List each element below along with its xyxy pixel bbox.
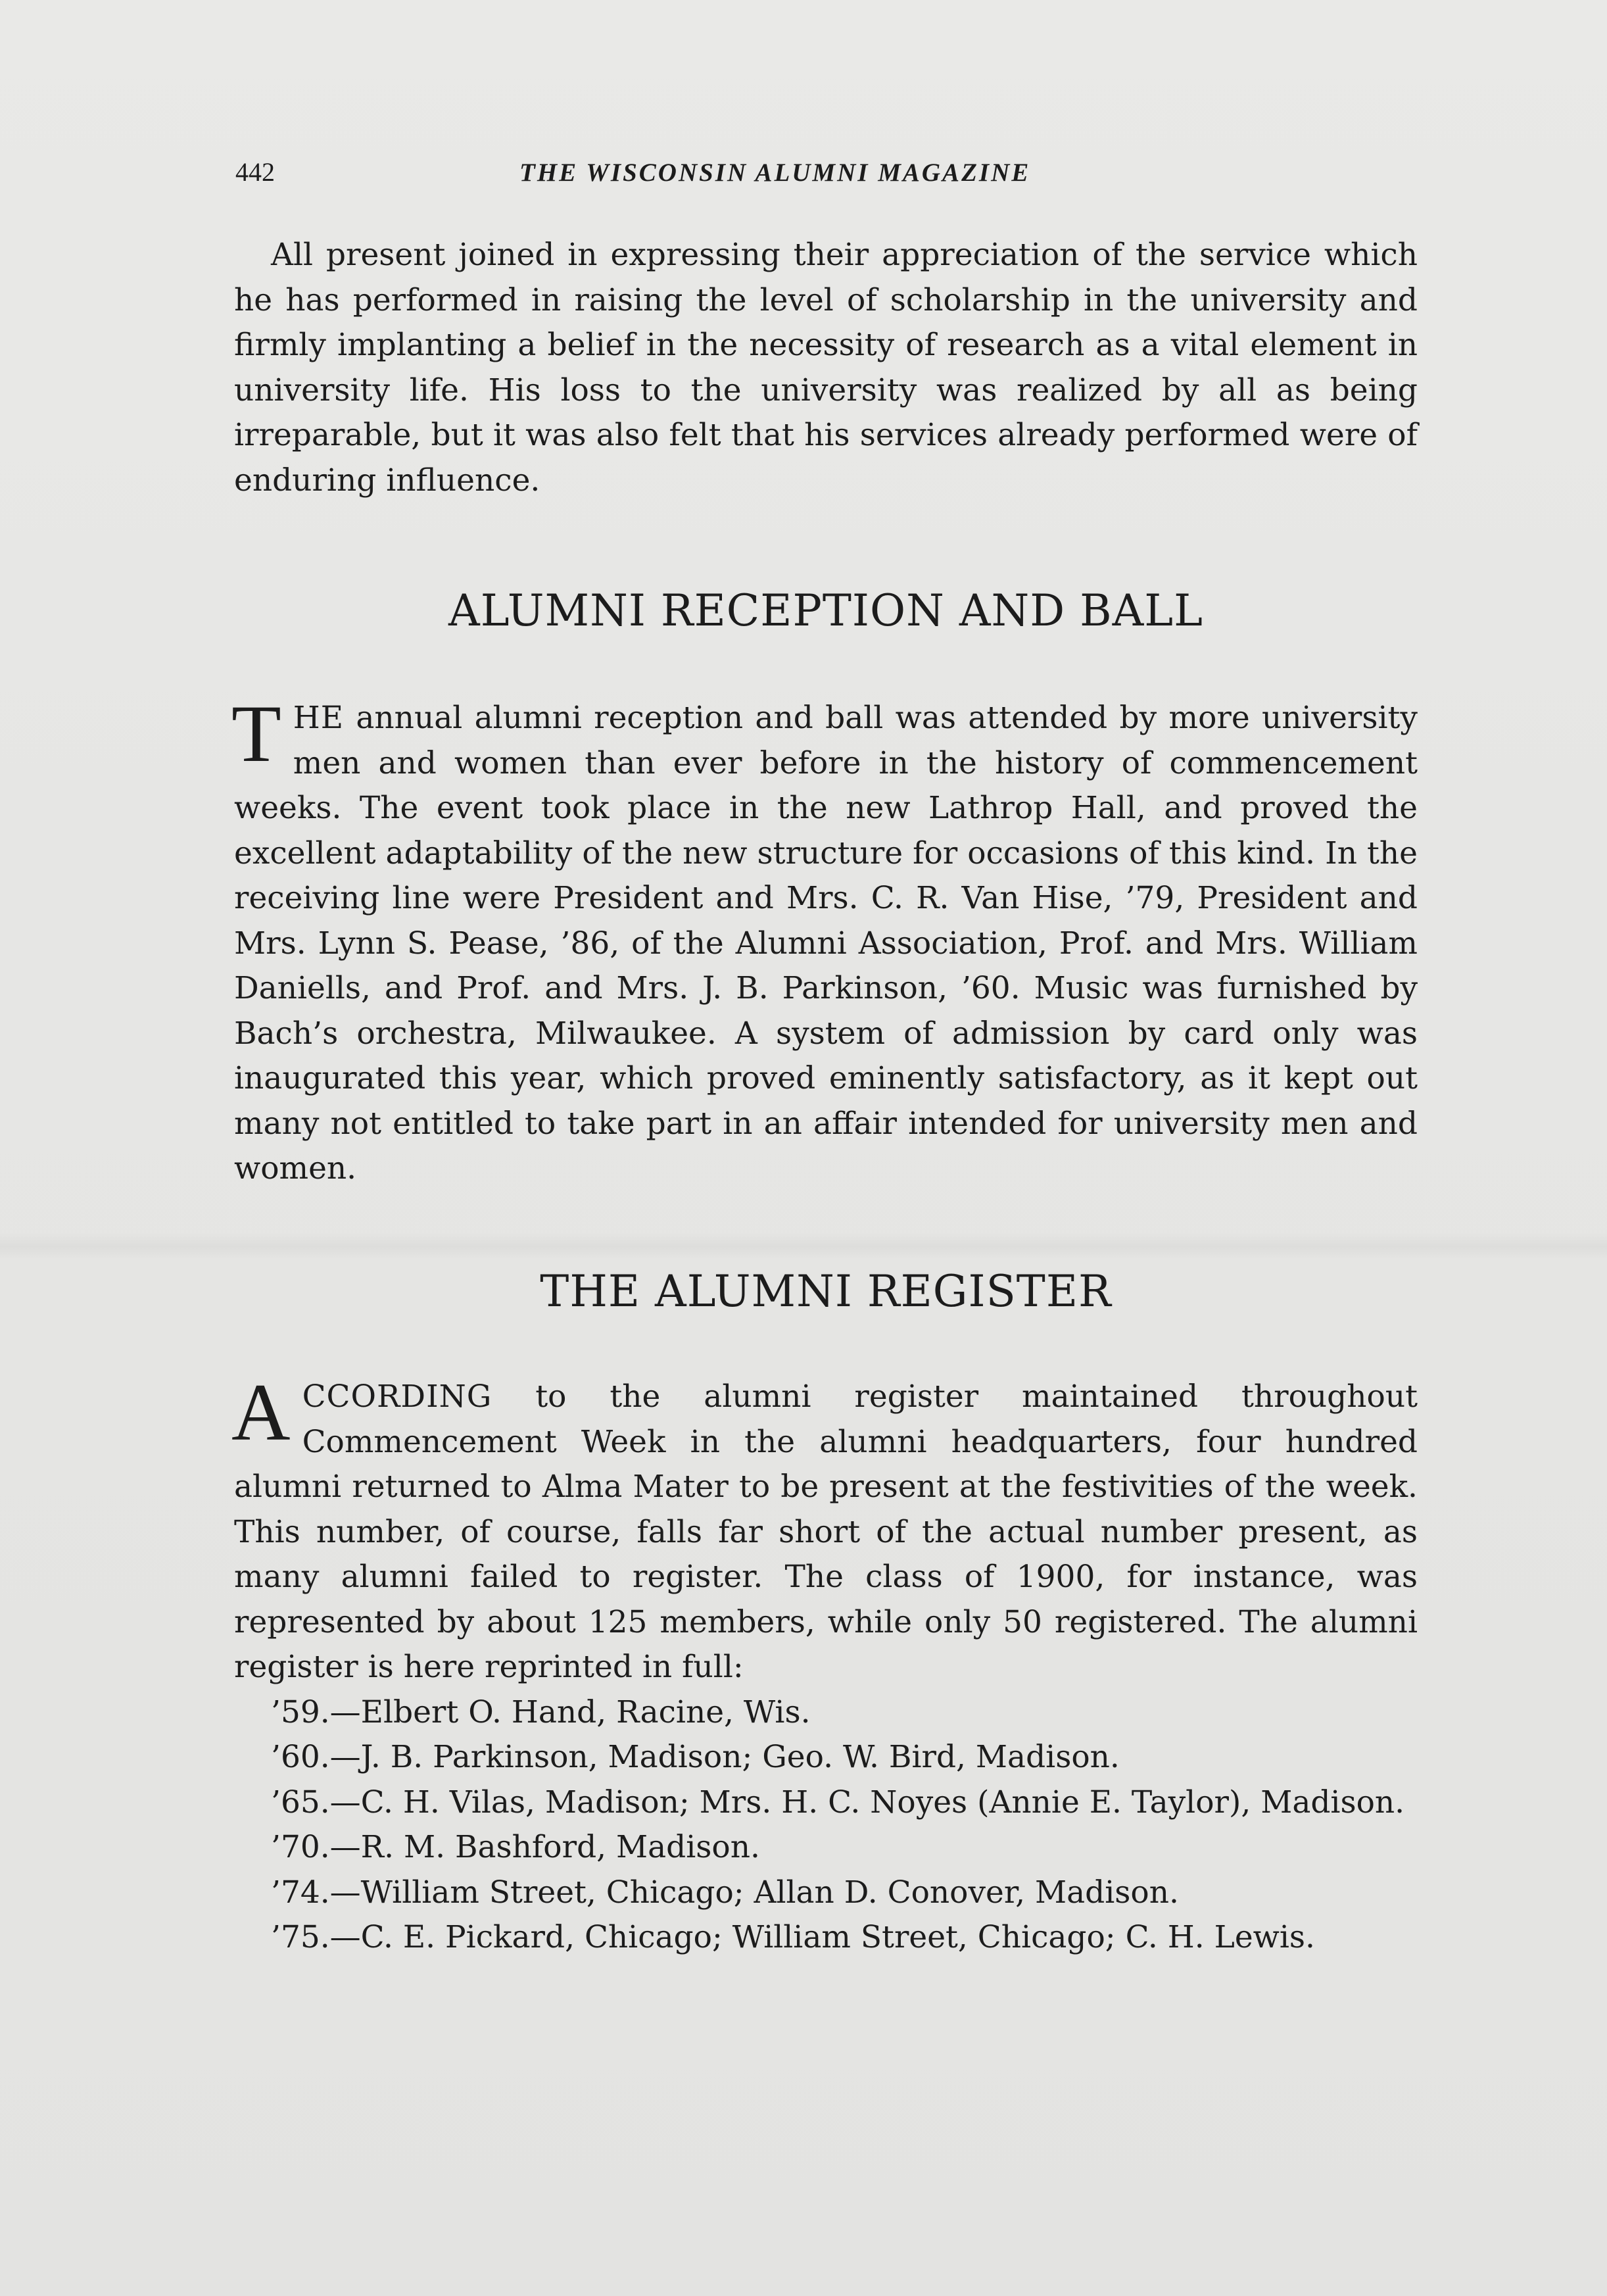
register-entry: ’60.—J. B. Parkinson, Madison; Geo. W. Bird, Madison. — [271, 1739, 1120, 1775]
reception-body: annual alumni reception and ball was attended by more university men and women than ever before in the history of commencement weeks. The event took place in the new Lathrop Hall, and proved the excellent adaptability of the new structure for occasions of this kind. In the receiving line were President and Mrs. C. R. Van Hise, ’79, President and Mrs. Lynn S. Pease, ’86, of the Alumni Association, Prof. and Mrs. William Daniells, and Prof. and Mrs. J. B. Parkinson, ’60. Music was furnished by Bach’s orchestra, Milwaukee. A system of admission by card only was inaugurated this year, which proved eminently satisfactory, as it kept out many not entitled to take part in an affair intended for university men and women. — [234, 700, 1418, 1186]
register-entry: ’75.—C. E. Pickard, Chicago; William Street, Chicago; C. H. Lewis. — [271, 1919, 1315, 1955]
reception-lead: HE — [293, 700, 345, 736]
register-entry: ’70.—R. M. Bashford, Madison. — [271, 1829, 760, 1865]
magazine-title: THE WISCONSIN ALUMNI MAGAZINE — [519, 159, 1031, 187]
register-paragraph — [231, 1367, 1418, 1690]
reception-text — [231, 689, 1418, 1192]
page-number: 442 — [235, 157, 275, 187]
intro-text — [234, 233, 1418, 503]
page-fold-shadow — [0, 1233, 1607, 1259]
reception-paragraph — [231, 689, 1418, 1192]
register-heading: THE ALUMNI REGISTER — [540, 1266, 1112, 1317]
register-body: to the alumni register maintained throughout Commencement Week in the alumni headquarters, four hundred alumni returned to Alma Mater to be present at the festivities of the week. This number, of course, falls far short of the actual number present, as many alumni failed to register. The class of 1900, for instance, was represented by about 125 members, while only 50 registered. The alumni register is here reprinted in full: — [234, 1379, 1418, 1685]
reception-heading: ALUMNI RECEPTION AND BALL — [448, 585, 1203, 636]
running-head — [235, 157, 1419, 196]
register-dropcap: A — [231, 1367, 291, 1457]
register-lead: CCORDING — [302, 1379, 492, 1415]
register-entry: ’59.—Elbert O. Hand, Racine, Wis. — [271, 1694, 811, 1730]
register-entry: ’74.—William Street, Chicago; Allan D. Conover, Madison. — [271, 1874, 1179, 1911]
intro-paragraph: All present joined in expressing their appreciation of the service which he has performed in raising the level of scholarship in the university and firmly implanting a belief in the necessity of research as a vital element in university life. His loss to the university was realized by all as being irreparable, but it was also felt that his services already performed were of enduring influence. — [234, 237, 1418, 499]
register-entry: ’65.—C. H. Vilas, Madison; Mrs. H. C. Noyes (Annie E. Taylor), Madison. — [271, 1784, 1405, 1820]
reception-dropcap: T — [231, 689, 281, 779]
register-text — [231, 1367, 1418, 1961]
